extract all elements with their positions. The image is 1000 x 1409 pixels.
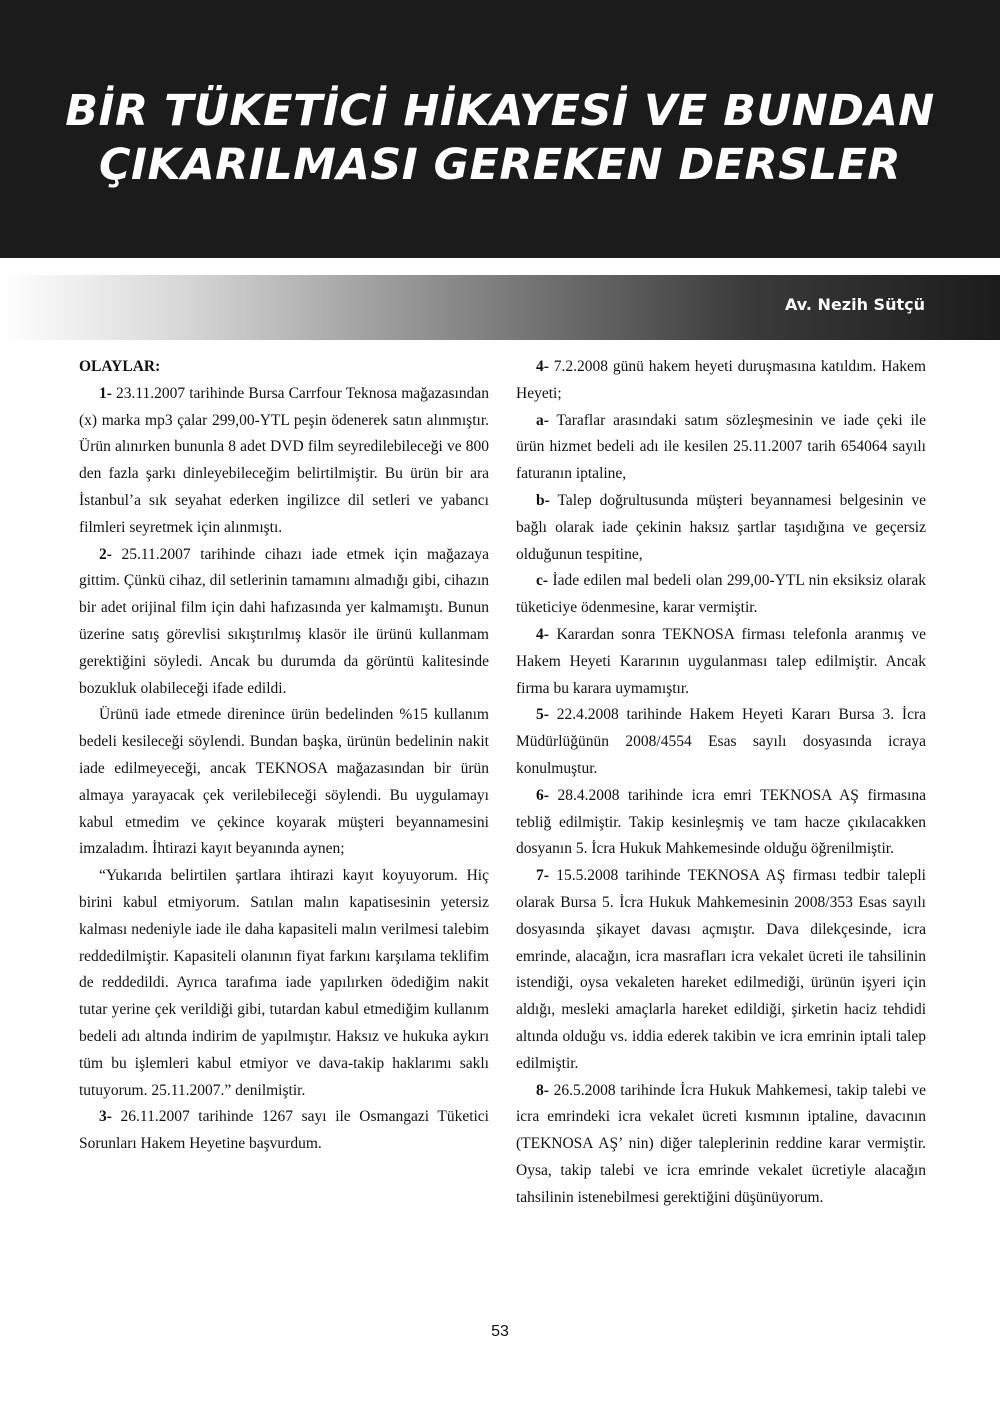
paragraph-text: 15.5.2008 tarihinde TEKNOSA AŞ firması tedbir talepli olarak Bursa 5. İcra Hukuk Mahkemesinin 2008/353 Esas sayılı dosyasında şikayet davası açmıştır. Dava dilekçesinde, icra emrinde, alacağın, icra masrafları icra vekalet ücreti ile tahsilinin istendiği, oysa vekaleten hareket edilmediği, ürünün işyeri için aldığı, mesleki amaçlarla hareket edildiği, şirketin haciz tehdidi altında olduğu vs. iddia ederek takibin ve icra emrinin iptali talep edilmiştir. bbox=[516, 867, 926, 1072]
item-number: 5- bbox=[536, 706, 549, 724]
paragraph-text: 7.2.2008 günü hakem heyeti duruşmasına katıldım. Hakem Heyeti; bbox=[516, 358, 926, 402]
paragraph bbox=[516, 568, 926, 622]
item-number: 6- bbox=[536, 786, 549, 804]
paragraph-text: Talep doğrultusunda müşteri beyannamesi belgesinin ve bağlı olarak iade çekinin haksız şartlar taşıdığına ve geçersiz olduğunun tespitine, bbox=[516, 491, 926, 563]
item-number: 8- bbox=[536, 1081, 549, 1099]
paragraph-text: 28.4.2008 tarihinde icra emri TEKNOSA AŞ firmasına tebliğ edilmiştir. Takip kesinleşmiş ve tam hacze çıkılacakken dosyanın 5. İcra Hukuk Mahkemesinde olduğu öğrenilmiştir. bbox=[516, 786, 926, 858]
right-column bbox=[516, 354, 926, 1212]
paragraph bbox=[516, 863, 926, 1077]
paragraph-text: 26.11.2007 tarihinde 1267 sayı ile Osmangazi Tüketici Sorunları Hakem Heyetine başvurdum. bbox=[79, 1108, 489, 1153]
paragraph-text: 23.11.2007 tarihinde Bursa Carrfour Teknosa mağazasından (x) marka mp3 çalar 299,00-YTL peşin ödenerek satın alınmıştır. Ürün alınırken bununla 8 adet DVD film seyredilebileceği ve 800 den fazla şarkı dinleyebileceğim belirtilmiştir. Bu ürün bir ara İstanbul’a sık seyahat ederken ingilizce dil setleri ve yabancı filmleri seyretmek için alınmıştı. bbox=[79, 384, 489, 536]
paragraph-quote: “Yukarıda belirtilen şartlara ihtirazi kayıt koyuyorum. Hiç birini kabul etmiyorum. Satılan malın kapatisesinin yetersiz kalması nedeniyle iade ile daha kapasiteli malın verilmesi talebim reddedilmiştir. Kapasiteli olanının fiyat farkını karşılama teklifim de reddedildi. Ayrıca tarafıma iade yapılırken ödediğim nakit tutar yerine çek verildiği gibi, tutardan kabul etmediğim kullanım bedeli adı altında indirim de yapılmıştır. Haksız ve hukuka aykırı tüm bu işlemleri kabul etmiyor ve dava-takip haklarımı saklı tutuyorum. 25.11.2007.” denilmiştir. bbox=[79, 867, 489, 1099]
paragraph bbox=[516, 1078, 926, 1212]
paragraph bbox=[516, 783, 926, 863]
item-number: 1- bbox=[99, 384, 112, 402]
title-line-2: ÇIKARILMASI GEREKEN DERSLER bbox=[98, 140, 901, 190]
paragraph-text: 26.5.2008 tarihinde İcra Hukuk Mahkemesi, takip talebi ve icra emrindeki icra vekalet ücreti kısmının iptaline, davacının (TEKNOSA AŞ’ nin) diğer taleplerinin reddine karar vermiştir. Oysa, takip talebi ve icra emrinde vekalet ücretiyle alacağın tahsilinin istenebilmesi gerektiğini düşünüyorum. bbox=[516, 1081, 926, 1206]
paragraph bbox=[516, 408, 926, 488]
paragraph bbox=[516, 488, 926, 568]
left-column bbox=[79, 354, 489, 1158]
item-letter: b- bbox=[536, 491, 550, 509]
paragraph bbox=[516, 702, 926, 782]
paragraph-text: Taraflar arasındaki satım sözleşmesinin ve iade çeki ile ürün hizmet bedeli adı ile kesilen 25.11.2007 tarih 654064 sayılı faturanın iptaline, bbox=[516, 411, 926, 483]
paragraph-text: İade edilen mal bedeli olan 299,00-YTL nin eksiksiz olarak tüketiciye ödenmesine, karar vermiştir. bbox=[516, 572, 926, 617]
item-number: 4- bbox=[536, 625, 549, 643]
article-title bbox=[0, 84, 1000, 192]
item-number: 3- bbox=[99, 1108, 112, 1126]
item-letter: c- bbox=[536, 572, 549, 590]
paragraph-text: Karardan sonra TEKNOSA firması telefonla aranmış ve Hakem Heyeti Kararının uygulanması talep edilmiştir. Ancak firma bu karara uymamıştır. bbox=[516, 625, 926, 697]
paragraph bbox=[516, 622, 926, 702]
paragraph bbox=[79, 381, 489, 542]
paragraph: Ürünü iade etmede direnince ürün bedelinden %15 kullanım bedeli kesileceği söylendi. Bundan başka, ürünün bedelinin nakit iade edilmeyeceği, ancak TEKNOSA mağazasından bir ürün almaya yarayacak çek verilebileceği söylendi. Bu uygulamayı kabul etmedim ve çekince koyarak müşteri beyannamesini imzaladım. İhtirazi kayıt beyanında aynen; bbox=[79, 706, 489, 858]
paragraph bbox=[516, 354, 926, 408]
paragraph-text: 25.11.2007 tarihinde cihazı iade etmek için mağazaya gittim. Çünkü cihaz, dil setlerinin tamamını almadığı gibi, cihazın bir adet orijinal film için dahi hafızasında yer kalmamıştı. Bunun üzerine satış görevlisi sıkıştırılmış klasör ile ürünü kullanmam gerektiğini söyledi. Ancak bu durumda da görüntü kalitesinde bozukluk olabileceği ifade edildi. bbox=[79, 545, 489, 697]
page-number: 53 bbox=[491, 1323, 509, 1340]
item-number: 4- bbox=[536, 358, 549, 375]
item-number: 7- bbox=[536, 867, 549, 885]
paragraph bbox=[79, 1104, 489, 1158]
item-number: 2- bbox=[99, 545, 112, 563]
author-name: Av. Nezih Sütçü bbox=[784, 295, 925, 314]
item-letter: a- bbox=[536, 411, 549, 429]
paragraph bbox=[79, 542, 489, 703]
section-heading: OLAYLAR: bbox=[79, 358, 161, 375]
title-line-1: BİR TÜKETİCİ HİKAYESİ VE BUNDAN bbox=[65, 86, 935, 136]
paragraph-text: 22.4.2008 tarihinde Hakem Heyeti Kararı Bursa 3. İcra Müdürlüğünün 2008/4554 Esas sayılı dosyasında icraya konulmuştur. bbox=[516, 706, 926, 777]
